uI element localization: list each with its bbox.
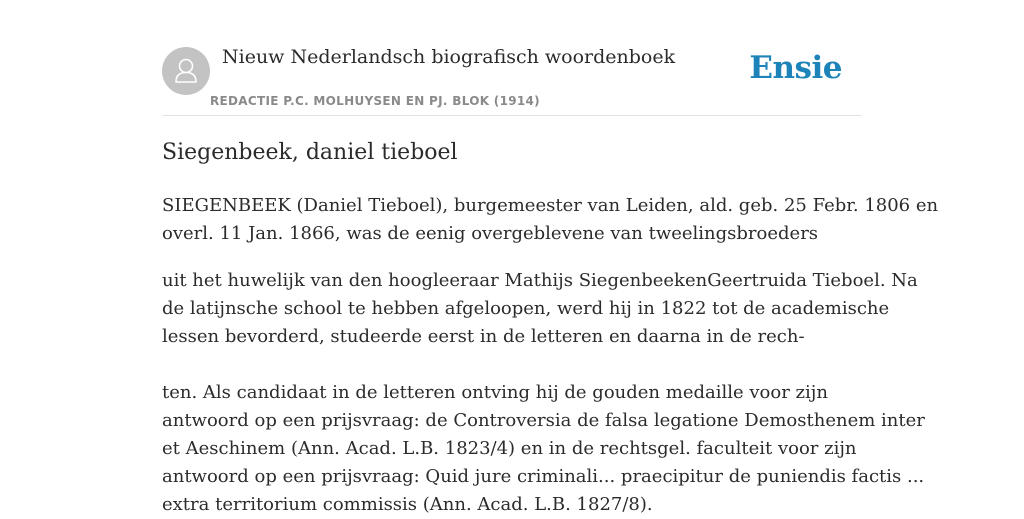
brand-logo[interactable]: Ensie [749,50,842,86]
text-line: overl. 11 Jan. 1866, was de eenig overgeblevene van tweelingsbroeders [162,223,819,244]
source-editors: REDACTIE P.C. MOLHUYSEN EN PJ. BLOK (1914) [210,94,540,108]
header-divider [162,115,862,116]
text-line: antwoord op een prijsvraag: de Controversia de falsa legatione Demosthenem inter [162,410,925,431]
text-line: ten. Als candidaat in de letteren ontving hij de gouden medaille voor zijn [162,382,828,403]
user-avatar-icon[interactable] [162,47,210,95]
text-line: lessen bevorderd, studeerde eerst in de letteren en daarna in de rech- [162,326,805,347]
text-line: uit het huwelijk van den hoogleeraar Mathijs SiegenbeekenGeertruida Tieboel. Na [162,270,918,291]
text-line: SIEGENBEEK (Daniel Tieboel), burgemeester van Leiden, ald. geb. 25 Febr. 1806 en [162,195,939,216]
text-line: de latijnsche school te hebben afgeloopen, werd hij in 1822 tot de academische [162,298,890,319]
entry-paragraph-3 [162,379,925,519]
text-line: et Aeschinem (Ann. Acad. L.B. 1823/4) en in de rechtsgel. faculteit voor zijn [162,438,857,459]
source-header [162,46,862,116]
source-title[interactable]: Nieuw Nederlandsch biografisch woordenboek [222,46,676,68]
entry-title: Siegenbeek, daniel tieboel [162,140,458,165]
user-silhouette-icon [162,47,210,95]
entry-paragraph-2 [162,267,918,351]
entry-paragraph-1 [162,192,939,248]
text-line: antwoord op een prijsvraag: Quid jure criminali... praecipitur de puniendis factis ... [162,466,925,487]
text-line: extra territorium commissis (Ann. Acad. L.B. 1827/8). [162,494,653,515]
